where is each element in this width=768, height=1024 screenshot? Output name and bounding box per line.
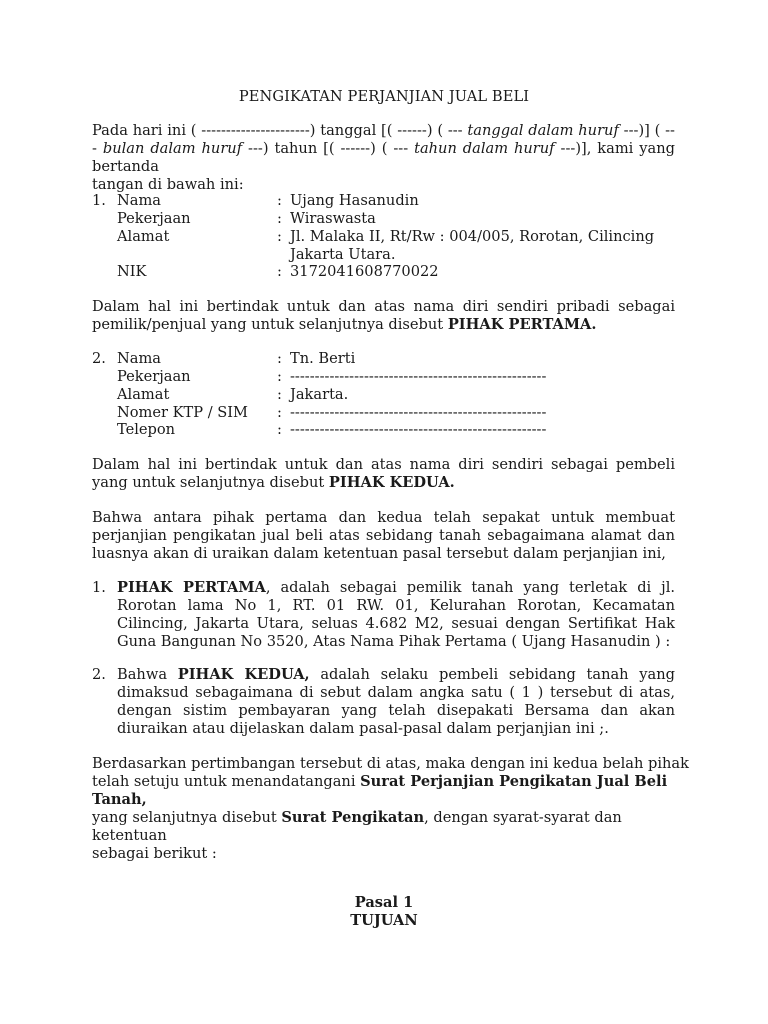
closing-line2-text: telah setuju untuk menandatangani [92,773,361,790]
party2-row-telepon [0,421,768,439]
clause-body: , adalah sebagai pemilik tanah yang terletak di jl. Rorotan lama No 1, RT. 01 RW. 01, Kelurahan Rorotan, Kecamatan Cilincing, Jakarta Utara, seluas 4.682 M2, sesuai dengan Sertifikat Hak Guna Bangunan No 3520, Atas Nama Pihak Pertama ( Ujang Hasanudin ) : [117,579,675,650]
field-colon: : [277,350,282,367]
party1-number: 1. [92,192,106,209]
field-label: Telepon [117,421,176,438]
clause-pre: Bahwa [117,666,178,683]
intro-after-tanggal: ---)] ( --- [92,122,675,157]
clause-number: 1. [92,579,106,596]
field-label: Nama [117,192,162,209]
intro-tanggal: tanggal dalam huruf [467,122,619,139]
field-value: 3172041608770022 [290,263,439,280]
field-value: Tn. Berti [290,350,356,367]
party2-row-ktp [0,404,768,422]
field-label: Pekerjaan [117,368,191,385]
clause-text [117,579,675,651]
closing-line3-post: , dengan syarat-syarat dan ketentuan [92,809,622,844]
party1-statement-text: Dalam hal ini bertindak untuk dan atas nama diri sendiri pribadi sebagai pemilik/penjual yang untuk selanjutnya disebut [92,298,675,333]
clause-bold: PIHAK PERTAMA [117,579,266,596]
field-colon: : [277,228,282,245]
closing-line2 [92,773,692,809]
agreement-paragraph: Bahwa antara pihak pertama dan kedua telah sepakat untuk membuat perjanjian pengikatan jual beli atas sebidang tanah sebagaimana alamat dan luasnya akan di uraikan dalam ketentuan pasal tersebut dalam perjanjian ini, [92,509,675,562]
field-colon: : [277,368,282,385]
party1-row-pekerjaan [0,210,768,228]
party1-block [0,192,768,284]
field-value: Jakarta Utara. [290,246,396,263]
clause-item [92,666,675,738]
party2-number: 2. [92,350,106,367]
field-label: Nomer KTP / SIM [117,404,249,421]
intro-prefix: Pada hari ini ( ----------------------) tanggal [( ------) ( --- [92,122,468,139]
party2-row-pekerjaan [0,368,768,386]
field-colon: : [277,386,282,403]
pasal-number: Pasal 1 [354,894,414,911]
intro-tahun: tahun dalam huruf [414,140,555,157]
intro-line3: tangan di bawah ini: [92,176,244,193]
closing-line4: sebagai berikut : [92,845,217,862]
closing-line2-bold: Surat Perjanjian Pengikatan Jual Beli Tanah, [92,773,668,808]
field-colon: : [277,421,282,438]
field-colon: : [277,404,282,421]
party1-row-alamat-cont [0,246,768,264]
field-value: ---------------------------------------------------- [290,404,547,421]
party2-row-nama [0,350,768,368]
field-colon: : [277,263,282,280]
field-label: Alamat [117,228,170,245]
closing-line1: Berdasarkan pertimbangan tersebut di atas, maka dengan ini kedua belah pihak [92,755,689,772]
intro-suffix: ---)], kami yang bertanda [92,140,675,175]
pasal-heading: TUJUAN [350,912,418,929]
party1-statement [92,298,675,334]
party2-statement-text: Dalam hal ini bertindak untuk dan atas nama diri sendiri sebagai pembeli yang untuk selanjutnya disebut [92,456,675,491]
party1-statement-bold: PIHAK PERTAMA. [447,316,597,333]
party1-row-nik [0,263,768,281]
intro-bulan: bulan dalam huruf [102,140,243,157]
field-value: ---------------------------------------------------- [290,421,547,438]
field-value: Wiraswasta [290,210,376,227]
field-label: Nama [117,350,162,367]
field-colon: : [277,210,282,227]
clause-text [117,666,675,738]
party2-statement [92,456,675,492]
party2-block [0,350,768,442]
document-title: PENGIKATAN PERJANJIAN JUAL BELI [238,88,530,105]
party2-statement-bold: PIHAK KEDUA. [328,474,455,491]
closing-line3-bold: Surat Pengikatan [281,809,425,826]
clause-bold: PIHAK KEDUA, [177,666,310,683]
party1-row-nama [0,192,768,210]
field-value: Jl. Malaka II, Rt/Rw : 004/005, Rorotan, Cilincing [290,228,655,245]
party2-row-alamat [0,386,768,404]
closing-line3-text: yang selanjutnya disebut [92,809,282,826]
intro-paragraph [92,122,675,194]
closing-paragraph [92,755,692,863]
field-colon: : [277,192,282,209]
clause-item [92,579,675,651]
closing-line3 [92,809,692,845]
field-label: Alamat [117,386,170,403]
field-value: ---------------------------------------------------- [290,368,547,385]
field-value: Jakarta. [290,386,349,403]
intro-after-bulan: ---) tahun [( ------) ( --- [242,140,415,157]
clause-body: adalah selaku pembeli sebidang tanah yang dimaksud sebagaimana di sebut dalam angka satu ( 1 ) tersebut di atas, dengan sistim pembayaran yang telah disepakati Bersama dan akan diuraikan atau dijelaskan dalam pasal-pasal dalam perjanjian ini ;. [117,666,675,737]
field-label: NIK [117,263,147,280]
field-value: Ujang Hasanudin [290,192,419,209]
party1-row-alamat [0,228,768,246]
field-label: Pekerjaan [117,210,191,227]
clause-number: 2. [92,666,106,683]
